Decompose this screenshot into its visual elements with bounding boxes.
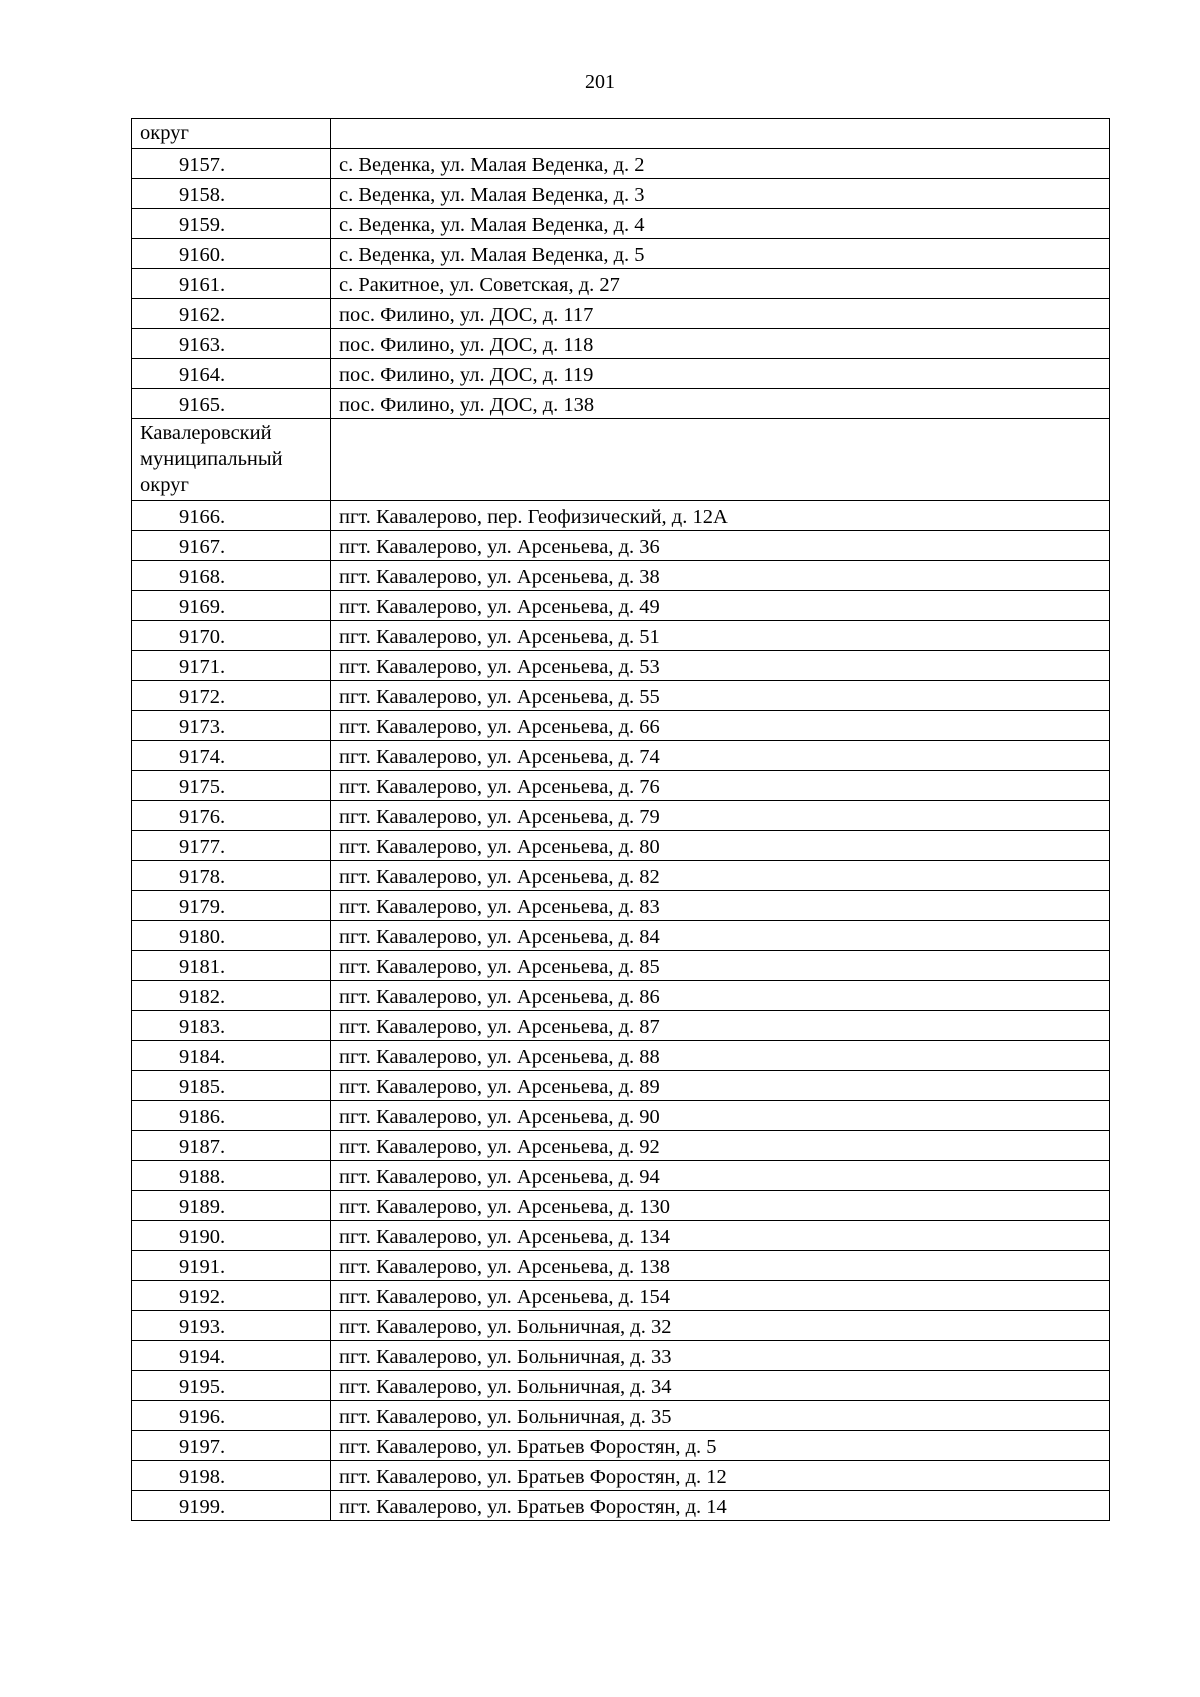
group-label-line: муниципальный: [140, 448, 283, 470]
row-address: пгт. Кавалерово, ул. Братьев Форостян, д. 12: [331, 1461, 1110, 1491]
row-number: 9179.: [132, 891, 331, 921]
table-row: [132, 1191, 1110, 1221]
row-number: 9197.: [132, 1431, 331, 1461]
row-number: 9184.: [132, 1041, 331, 1071]
row-number: 9190.: [132, 1221, 331, 1251]
row-number: 9181.: [132, 951, 331, 981]
table-row: [132, 1491, 1110, 1521]
row-address: пгт. Кавалерово, ул. Арсеньева, д. 79: [331, 801, 1110, 831]
table-row: [132, 1371, 1110, 1401]
address-table: [131, 118, 1110, 1521]
group-label-line: округ: [140, 474, 189, 496]
row-address: пгт. Кавалерово, ул. Арсеньева, д. 84: [331, 921, 1110, 951]
table-row: [132, 951, 1110, 981]
table-row: [132, 1401, 1110, 1431]
row-address: пгт. Кавалерово, пер. Геофизический, д. 12А: [331, 501, 1110, 531]
row-address: пос. Филино, ул. ДОС, д. 117: [331, 299, 1110, 329]
row-number: 9192.: [132, 1281, 331, 1311]
table-row: [132, 1041, 1110, 1071]
row-number: 9160.: [132, 239, 331, 269]
row-address: пгт. Кавалерово, ул. Арсеньева, д. 49: [331, 591, 1110, 621]
table-row: [132, 299, 1110, 329]
table-row: [132, 531, 1110, 561]
row-address: пгт. Кавалерово, ул. Арсеньева, д. 82: [331, 861, 1110, 891]
group-label-cell: [132, 119, 331, 149]
table-row: [132, 651, 1110, 681]
row-address: пгт. Кавалерово, ул. Арсеньева, д. 51: [331, 621, 1110, 651]
page-number: 201: [585, 71, 615, 93]
group-empty-cell: [331, 419, 1110, 501]
row-number: 9183.: [132, 1011, 331, 1041]
row-number: 9170.: [132, 621, 331, 651]
table-body: [132, 119, 1110, 1521]
row-address: пгт. Кавалерово, ул. Арсеньева, д. 89: [331, 1071, 1110, 1101]
row-address: пгт. Кавалерово, ул. Больничная, д. 32: [331, 1311, 1110, 1341]
table-row: [132, 1281, 1110, 1311]
group-label: округ: [140, 122, 189, 144]
row-number: 9187.: [132, 1131, 331, 1161]
row-number: 9189.: [132, 1191, 331, 1221]
row-address: пгт. Кавалерово, ул. Больничная, д. 35: [331, 1401, 1110, 1431]
row-address: пгт. Кавалерово, ул. Арсеньева, д. 130: [331, 1191, 1110, 1221]
row-number: 9168.: [132, 561, 331, 591]
row-address: пгт. Кавалерово, ул. Арсеньева, д. 94: [331, 1161, 1110, 1191]
table-row: [132, 831, 1110, 861]
table-row: [132, 389, 1110, 419]
row-address: пгт. Кавалерово, ул. Братьев Форостян, д. 5: [331, 1431, 1110, 1461]
row-number: 9186.: [132, 1101, 331, 1131]
group-empty-cell: [331, 119, 1110, 149]
row-address: пос. Филино, ул. ДОС, д. 138: [331, 389, 1110, 419]
row-address: с. Веденка, ул. Малая Веденка, д. 4: [331, 209, 1110, 239]
row-address: пос. Филино, ул. ДОС, д. 118: [331, 329, 1110, 359]
row-address: пгт. Кавалерово, ул. Арсеньева, д. 38: [331, 561, 1110, 591]
row-address: пгт. Кавалерово, ул. Арсеньева, д. 83: [331, 891, 1110, 921]
table-row: [132, 1311, 1110, 1341]
row-address: пгт. Кавалерово, ул. Арсеньева, д. 138: [331, 1251, 1110, 1281]
row-address: пгт. Кавалерово, ул. Больничная, д. 34: [331, 1371, 1110, 1401]
row-number: 9163.: [132, 329, 331, 359]
row-number: 9176.: [132, 801, 331, 831]
row-address: пгт. Кавалерово, ул. Арсеньева, д. 55: [331, 681, 1110, 711]
row-address: пгт. Кавалерово, ул. Арсеньева, д. 92: [331, 1131, 1110, 1161]
row-number: 9172.: [132, 681, 331, 711]
row-address: пгт. Кавалерово, ул. Арсеньева, д. 53: [331, 651, 1110, 681]
row-number: 9171.: [132, 651, 331, 681]
table-row: [132, 561, 1110, 591]
row-number: 9162.: [132, 299, 331, 329]
row-number: 9182.: [132, 981, 331, 1011]
row-number: 9166.: [132, 501, 331, 531]
table-row: [132, 329, 1110, 359]
row-number: 9165.: [132, 389, 331, 419]
row-address: пгт. Кавалерово, ул. Арсеньева, д. 85: [331, 951, 1110, 981]
row-number: 9157.: [132, 149, 331, 179]
row-address: с. Веденка, ул. Малая Веденка, д. 3: [331, 179, 1110, 209]
row-number: 9158.: [132, 179, 331, 209]
row-number: 9178.: [132, 861, 331, 891]
row-address: с. Веденка, ул. Малая Веденка, д. 2: [331, 149, 1110, 179]
table-row: [132, 621, 1110, 651]
row-number: 9159.: [132, 209, 331, 239]
row-address: пгт. Кавалерово, ул. Арсеньева, д. 86: [331, 981, 1110, 1011]
table-row: [132, 771, 1110, 801]
table-row: [132, 1071, 1110, 1101]
table-row: [132, 891, 1110, 921]
table-row: [132, 1251, 1110, 1281]
row-number: 9177.: [132, 831, 331, 861]
row-address: пгт. Кавалерово, ул. Арсеньева, д. 76: [331, 771, 1110, 801]
row-address: пгт. Кавалерово, ул. Арсеньева, д. 74: [331, 741, 1110, 771]
table-row: [132, 1011, 1110, 1041]
table-row: [132, 921, 1110, 951]
group-label-cell: [132, 419, 331, 501]
row-address: пгт. Кавалерово, ул. Арсеньева, д. 87: [331, 1011, 1110, 1041]
row-number: 9180.: [132, 921, 331, 951]
table-row: [132, 591, 1110, 621]
group-label-line: Кавалеровский: [140, 422, 272, 444]
row-number: 9194.: [132, 1341, 331, 1371]
row-address: с. Ракитное, ул. Советская, д. 27: [331, 269, 1110, 299]
table-row: [132, 149, 1110, 179]
table-row: [132, 239, 1110, 269]
table-row: [132, 359, 1110, 389]
table-row: [132, 801, 1110, 831]
row-number: 9175.: [132, 771, 331, 801]
row-number: 9199.: [132, 1491, 331, 1521]
row-number: 9198.: [132, 1461, 331, 1491]
row-address: пгт. Кавалерово, ул. Арсеньева, д. 88: [331, 1041, 1110, 1071]
row-number: 9173.: [132, 711, 331, 741]
table-row: [132, 711, 1110, 741]
table-row: [132, 179, 1110, 209]
table-row: [132, 681, 1110, 711]
table-row: [132, 1431, 1110, 1461]
row-number: 9196.: [132, 1401, 331, 1431]
table-row: [132, 501, 1110, 531]
row-number: 9188.: [132, 1161, 331, 1191]
group-header-row: [132, 419, 1110, 501]
row-number: 9164.: [132, 359, 331, 389]
row-address: пгт. Кавалерово, ул. Арсеньева, д. 36: [331, 531, 1110, 561]
table-row: [132, 1101, 1110, 1131]
table-row: [132, 1341, 1110, 1371]
row-address: пгт. Кавалерово, ул. Арсеньева, д. 154: [331, 1281, 1110, 1311]
table-row: [132, 1221, 1110, 1251]
row-address: пгт. Кавалерово, ул. Арсеньева, д. 80: [331, 831, 1110, 861]
row-address: пос. Филино, ул. ДОС, д. 119: [331, 359, 1110, 389]
table-row: [132, 1461, 1110, 1491]
row-address: с. Веденка, ул. Малая Веденка, д. 5: [331, 239, 1110, 269]
table-row: [132, 209, 1110, 239]
table-row: [132, 1131, 1110, 1161]
row-address: пгт. Кавалерово, ул. Арсеньева, д. 90: [331, 1101, 1110, 1131]
row-number: 9167.: [132, 531, 331, 561]
row-number: 9195.: [132, 1371, 331, 1401]
row-number: 9161.: [132, 269, 331, 299]
row-number: 9191.: [132, 1251, 331, 1281]
row-number: 9174.: [132, 741, 331, 771]
row-address: пгт. Кавалерово, ул. Больничная, д. 33: [331, 1341, 1110, 1371]
table-row: [132, 269, 1110, 299]
row-number: 9185.: [132, 1071, 331, 1101]
group-header-row: [132, 119, 1110, 149]
row-address: пгт. Кавалерово, ул. Арсеньева, д. 66: [331, 711, 1110, 741]
row-number: 9193.: [132, 1311, 331, 1341]
row-address: пгт. Кавалерово, ул. Братьев Форостян, д. 14: [331, 1491, 1110, 1521]
table-row: [132, 741, 1110, 771]
row-number: 9169.: [132, 591, 331, 621]
table-row: [132, 861, 1110, 891]
table-row: [132, 1161, 1110, 1191]
table-row: [132, 981, 1110, 1011]
row-address: пгт. Кавалерово, ул. Арсеньева, д. 134: [331, 1221, 1110, 1251]
